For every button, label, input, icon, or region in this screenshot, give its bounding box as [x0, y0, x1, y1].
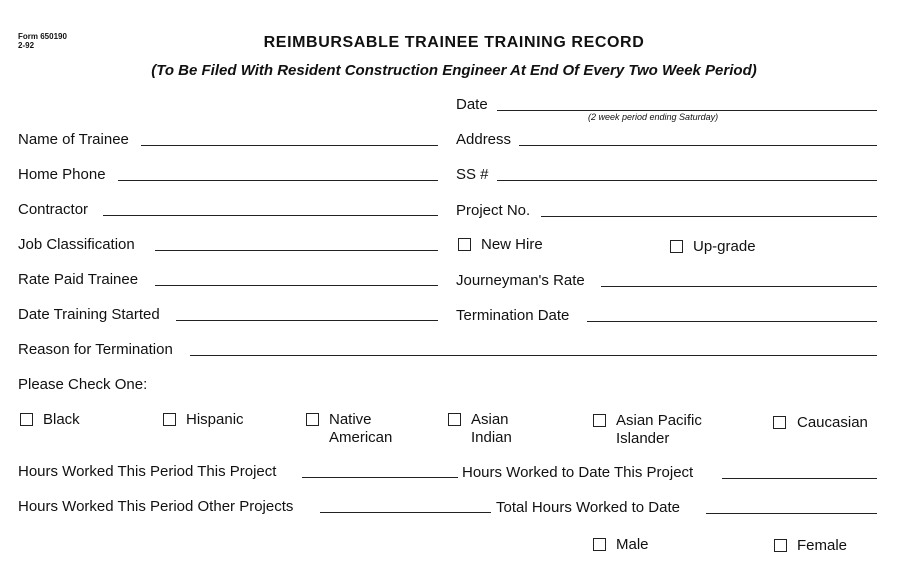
male-label: Male [616, 536, 649, 553]
new-hire-checkbox[interactable] [458, 238, 471, 251]
native-american-label [329, 411, 392, 447]
asian-indian-label [471, 411, 512, 447]
upgrade-checkbox[interactable] [670, 240, 683, 253]
caucasian-checkbox[interactable] [773, 416, 786, 429]
hispanic-label: Hispanic [186, 411, 244, 428]
rate-paid-trainee-label: Rate Paid Trainee [18, 271, 139, 288]
journeymans-rate-label: Journeyman's Rate [456, 272, 585, 289]
hours-this-period-this-project-line[interactable] [302, 477, 458, 478]
caucasian-label: Caucasian [797, 414, 868, 431]
project-no-line[interactable] [541, 216, 877, 217]
date-hint: (2 week period ending Saturday) [588, 112, 719, 122]
asian-indian-checkbox[interactable] [448, 413, 461, 426]
total-hours-to-date-line[interactable] [706, 513, 877, 514]
termination-date-line[interactable] [587, 321, 877, 322]
job-classification-label: Job Classification [18, 236, 135, 253]
asian-indian-line1: Asian [471, 411, 509, 428]
asian-pacific-islander-checkbox[interactable] [593, 414, 606, 427]
asian-pacific-line2: Islander [616, 430, 670, 447]
reason-for-termination-label: Reason for Termination [18, 341, 173, 358]
hours-this-period-other-projects-label: Hours Worked This Period Other Projects [18, 498, 294, 515]
project-no-label: Project No. [456, 202, 531, 219]
male-checkbox[interactable] [593, 538, 606, 551]
asian-pacific-line1: Asian Pacific [616, 412, 702, 429]
rate-paid-trainee-line[interactable] [155, 285, 438, 286]
date-label: Date [456, 96, 488, 113]
native-american-line1: Native [329, 411, 372, 428]
hours-to-date-this-project-line[interactable] [722, 478, 877, 479]
asian-indian-line2: Indian [471, 429, 512, 446]
hours-to-date-this-project-label: Hours Worked to Date This Project [462, 464, 694, 481]
address-line[interactable] [519, 145, 877, 146]
hours-this-period-this-project-label: Hours Worked This Period This Project [18, 463, 277, 480]
termination-date-label: Termination Date [456, 307, 570, 324]
job-classification-line[interactable] [155, 250, 438, 251]
address-label: Address [456, 131, 512, 148]
female-label: Female [797, 537, 848, 554]
asian-pacific-islander-label [616, 412, 702, 448]
form-revision-text: 2-92 [18, 41, 35, 50]
native-american-line2: American [329, 429, 393, 446]
ss-line[interactable] [497, 180, 877, 181]
home-phone-label: Home Phone [18, 166, 106, 183]
new-hire-label: New Hire [481, 236, 543, 253]
hispanic-checkbox[interactable] [163, 413, 176, 426]
black-checkbox[interactable] [20, 413, 33, 426]
female-checkbox[interactable] [774, 539, 787, 552]
hours-this-period-other-projects-line[interactable] [320, 512, 491, 513]
form-subtitle: (To Be Filed With Resident Construction Engineer At End Of Every Two Week Period) [151, 62, 757, 79]
ss-label: SS # [456, 166, 489, 183]
total-hours-to-date-label: Total Hours Worked to Date [496, 499, 680, 516]
date-training-started-label: Date Training Started [18, 306, 160, 323]
name-of-trainee-line[interactable] [141, 145, 438, 146]
please-check-one-label: Please Check One: [18, 376, 148, 393]
name-of-trainee-label: Name of Trainee [18, 131, 129, 148]
form-title: REIMBURSABLE TRAINEE TRAINING RECORD [263, 34, 645, 51]
reason-for-termination-line[interactable] [190, 355, 877, 356]
home-phone-line[interactable] [118, 180, 438, 181]
black-label: Black [43, 411, 80, 428]
date-line[interactable] [497, 110, 877, 111]
contractor-label: Contractor [18, 201, 89, 218]
date-training-started-line[interactable] [176, 320, 438, 321]
form-number-text: Form 650190 [18, 32, 67, 41]
native-american-checkbox[interactable] [306, 413, 319, 426]
upgrade-label: Up-grade [693, 238, 756, 255]
journeymans-rate-line[interactable] [601, 286, 877, 287]
contractor-line[interactable] [103, 215, 438, 216]
